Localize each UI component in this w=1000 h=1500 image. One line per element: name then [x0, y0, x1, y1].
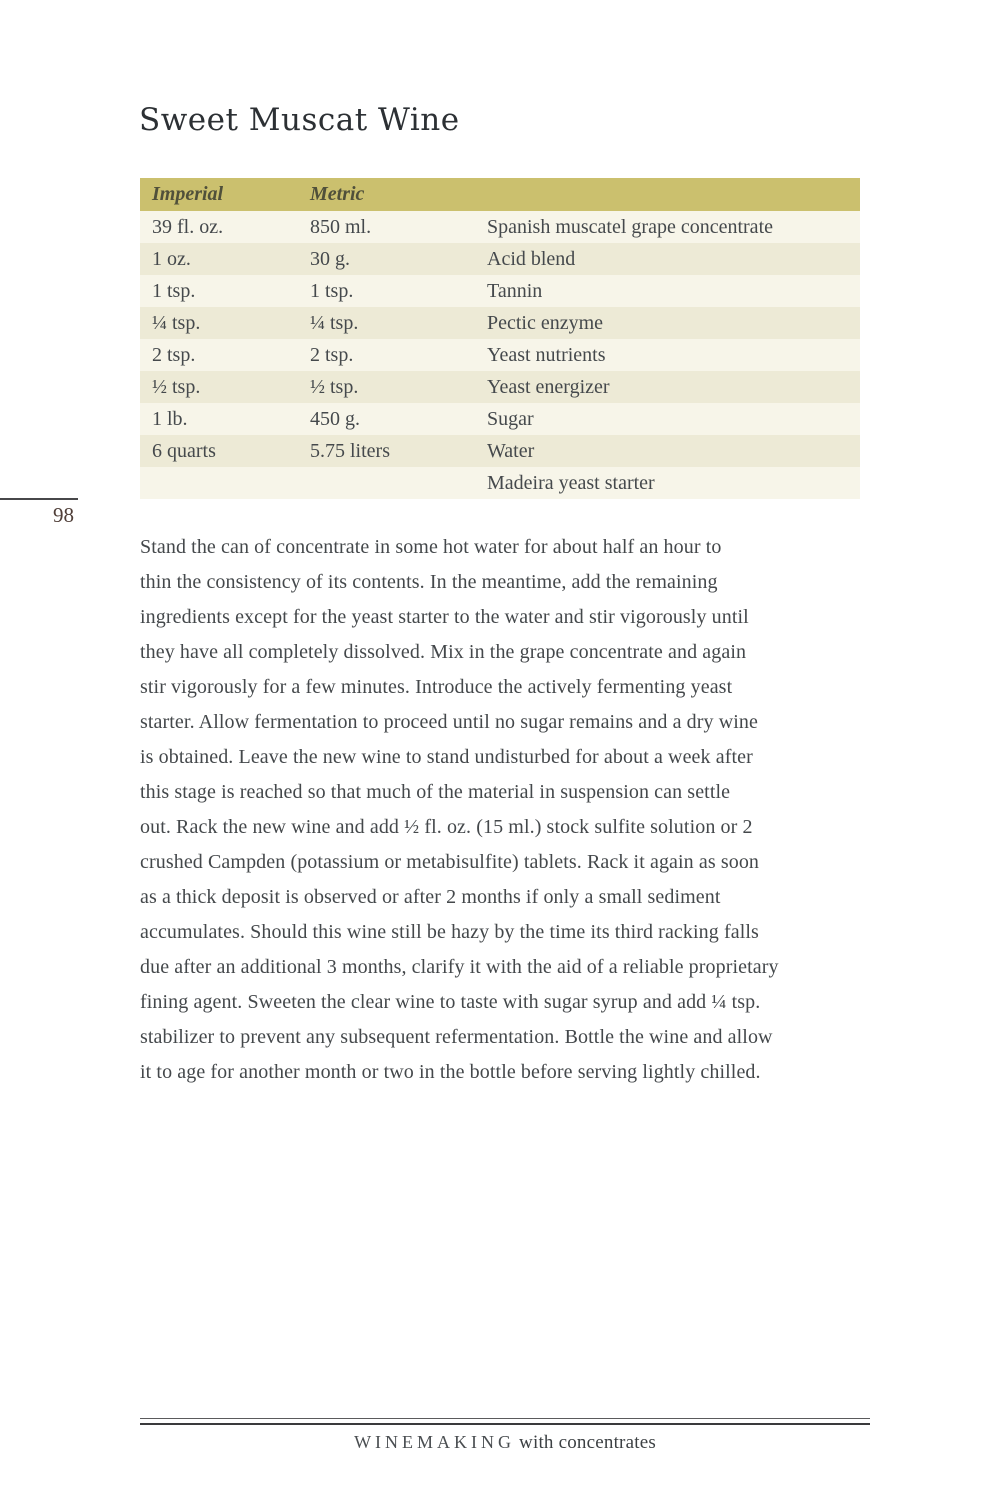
cell-imperial-quantity: 1 lb.	[152, 407, 188, 430]
instructions-text-line: thin the consistency of its contents. In the meantime, add the remaining	[140, 571, 718, 593]
cell-metric-quantity: ½ tsp.	[310, 375, 359, 398]
instructions-text-line: this stage is reached so that much of the material in suspension can settle	[140, 781, 731, 803]
table-row	[140, 403, 860, 435]
cell-ingredient-name: Madeira yeast starter	[487, 471, 655, 494]
table-row	[140, 275, 860, 307]
cell-metric-quantity: 850 ml.	[310, 215, 372, 238]
page-number: 98	[53, 503, 74, 527]
instructions-text-line: out. Rack the new wine and add ½ fl. oz. (15 ml.) stock sulfite solution or 2	[140, 816, 753, 838]
page-title: Sweet Muscat Wine	[139, 102, 460, 138]
cell-imperial-quantity: ¼ tsp.	[152, 311, 201, 334]
instructions-text-line: crushed Campden (potassium or metabisulfite) tablets. Rack it again as soon	[140, 851, 760, 873]
instructions-text-line: accumulates. Should this wine still be hazy by the time its third racking falls	[140, 921, 759, 943]
footer-series-name: WINEMAKING	[354, 1432, 516, 1452]
cell-ingredient-name: Tannin	[487, 279, 543, 302]
table-row	[140, 467, 860, 499]
instructions-text-line: they have all completely dissolved. Mix in the grape concentrate and again	[140, 641, 747, 663]
table-row	[140, 435, 860, 467]
cell-ingredient-name: Acid blend	[487, 247, 576, 270]
cell-ingredient-name: Spanish muscatel grape concentrate	[487, 215, 773, 238]
table-row	[140, 339, 860, 371]
page-number-rule	[0, 498, 78, 500]
instructions-paragraph	[140, 530, 880, 1090]
cell-metric-quantity: 5.75 liters	[310, 439, 390, 462]
cell-ingredient-name: Pectic enzyme	[487, 311, 604, 334]
running-footer	[140, 1432, 870, 1454]
instructions-text-line: due after an additional 3 months, clarify it with the aid of a reliable proprietary	[140, 956, 779, 978]
table-row	[140, 243, 860, 275]
cell-ingredient-name: Yeast nutrients	[487, 343, 606, 366]
footer-series-suffix: with concentrates	[519, 1432, 656, 1453]
cell-imperial-quantity: 1 tsp.	[152, 279, 196, 302]
cell-metric-quantity: 450 g.	[310, 407, 360, 430]
table-row	[140, 371, 860, 403]
cell-imperial-quantity: 1 oz.	[152, 247, 191, 270]
instructions-text-line: fining agent. Sweeten the clear wine to taste with sugar syrup and add ¼ tsp.	[140, 991, 761, 1013]
footer-rule-thick	[140, 1423, 870, 1425]
cell-metric-quantity: 1 tsp.	[310, 279, 354, 302]
cell-imperial-quantity: 2 tsp.	[152, 343, 196, 366]
cell-ingredient-name: Water	[487, 439, 535, 462]
table-header-row	[140, 178, 860, 211]
footer-rule-thin	[140, 1418, 870, 1419]
cell-metric-quantity: 2 tsp.	[310, 343, 354, 366]
instructions-text-line: stir vigorously for a few minutes. Introduce the actively fermenting yeast	[140, 676, 733, 698]
table-row	[140, 211, 860, 243]
instructions-text-line: ingredients except for the yeast starter to the water and stir vigorously until	[140, 606, 749, 628]
cell-imperial-quantity: 6 quarts	[152, 439, 216, 462]
cell-metric-quantity: ¼ tsp.	[310, 311, 359, 334]
cell-metric-quantity: 30 g.	[310, 247, 350, 270]
cell-imperial-quantity: 39 fl. oz.	[152, 215, 224, 238]
column-header-metric: Metric	[310, 183, 365, 205]
instructions-text-line: stabilizer to prevent any subsequent refermentation. Bottle the wine and allow	[140, 1026, 773, 1048]
instructions-text-line: it to age for another month or two in the bottle before serving lightly chilled.	[140, 1061, 761, 1083]
instructions-text-line: is obtained. Leave the new wine to stand undisturbed for about a week after	[140, 746, 753, 768]
table-body	[140, 211, 860, 499]
ingredients-table	[140, 178, 860, 499]
cell-ingredient-name: Sugar	[487, 407, 534, 430]
instructions-text-line: as a thick deposit is observed or after 2 months if only a small sediment	[140, 886, 721, 908]
instructions-text-line: starter. Allow fermentation to proceed until no sugar remains and a dry wine	[140, 711, 758, 733]
table-row	[140, 307, 860, 339]
column-header-imperial: Imperial	[152, 183, 224, 205]
instructions-text-line: Stand the can of concentrate in some hot water for about half an hour to	[140, 536, 722, 558]
cell-ingredient-name: Yeast energizer	[487, 375, 610, 398]
cell-imperial-quantity: ½ tsp.	[152, 375, 201, 398]
